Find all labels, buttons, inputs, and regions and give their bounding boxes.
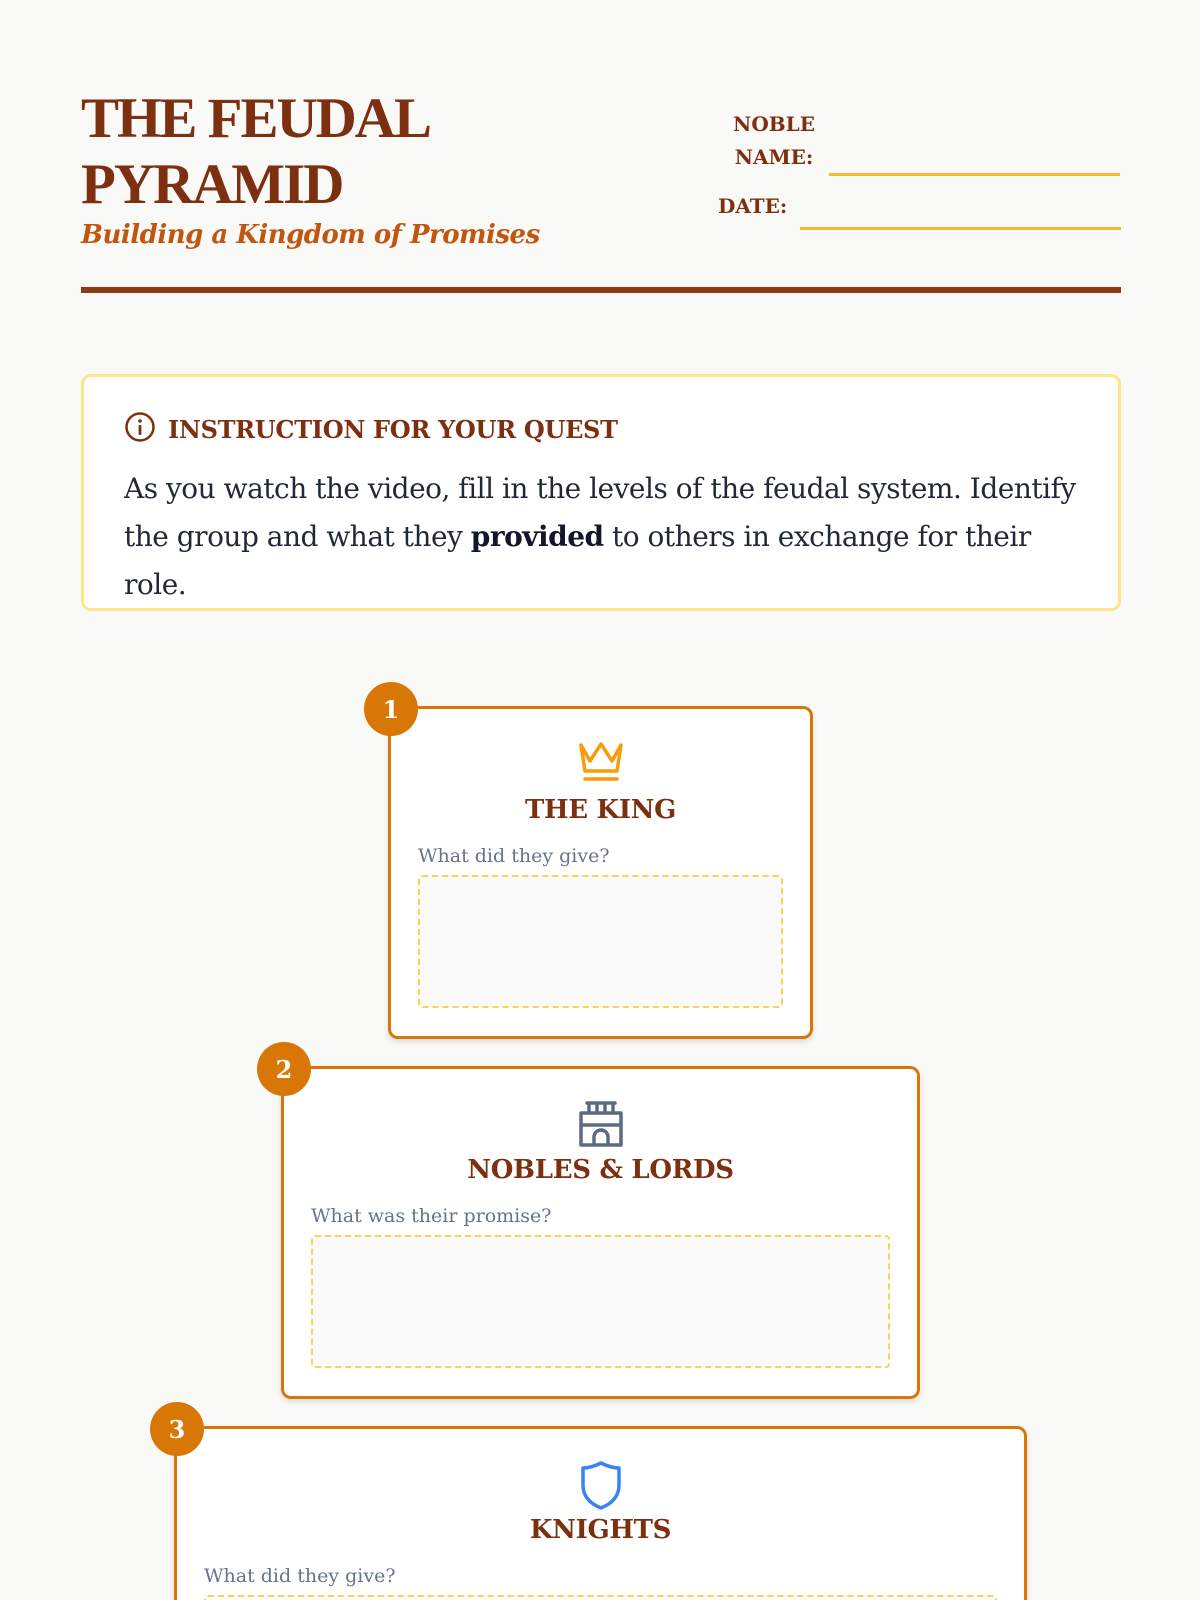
instruction-title: INSTRUCTION FOR YOUR QUEST [168, 414, 618, 444]
tier-number-badge: 3 [150, 1402, 204, 1456]
header-divider [81, 287, 1121, 293]
tier-prompt: What did they give? [204, 1565, 396, 1587]
answer-box[interactable] [311, 1235, 890, 1368]
tier-number-badge: 1 [364, 682, 418, 736]
tier-title: THE KING [524, 795, 677, 825]
tier-king [382, 694, 813, 1039]
instruction-header [124, 411, 1078, 447]
tier-number-badge: 2 [257, 1042, 311, 1096]
date-label: DATE: [718, 194, 788, 218]
page-subtitle: Building a Kingdom of Promises [81, 220, 540, 250]
tier-title: KNIGHTS [529, 1515, 672, 1545]
castle-icon [575, 1099, 627, 1151]
date-input-line[interactable] [800, 227, 1121, 230]
instruction-panel [81, 374, 1121, 611]
info-icon [124, 411, 156, 447]
instruction-text [124, 465, 1078, 609]
crown-icon [576, 739, 626, 787]
shield-icon [579, 1459, 623, 1515]
instruction-text-emphasis: provided [470, 520, 604, 553]
answer-box[interactable] [418, 875, 783, 1008]
answer-box[interactable] [204, 1595, 997, 1600]
date-field [718, 190, 1121, 223]
tier-prompt: What was their promise? [311, 1205, 552, 1227]
name-label: NOBLE NAME: [733, 112, 815, 169]
name-input-line[interactable] [829, 173, 1120, 176]
tier-prompt: What did they give? [418, 845, 610, 867]
tier-title: NOBLES & LORDS [467, 1155, 734, 1185]
tier-knights [168, 1414, 1027, 1600]
name-field [718, 108, 1120, 174]
instruction-text-start: As you watch the video, fill in the levels of the feudal system. Identify the group and what they [124, 472, 1076, 553]
instruction-text-end: to others in exchange for their role. [124, 520, 1031, 601]
tier-nobles-lords [275, 1054, 920, 1399]
page-title: THE FEUDAL PYRAMID [81, 87, 427, 216]
